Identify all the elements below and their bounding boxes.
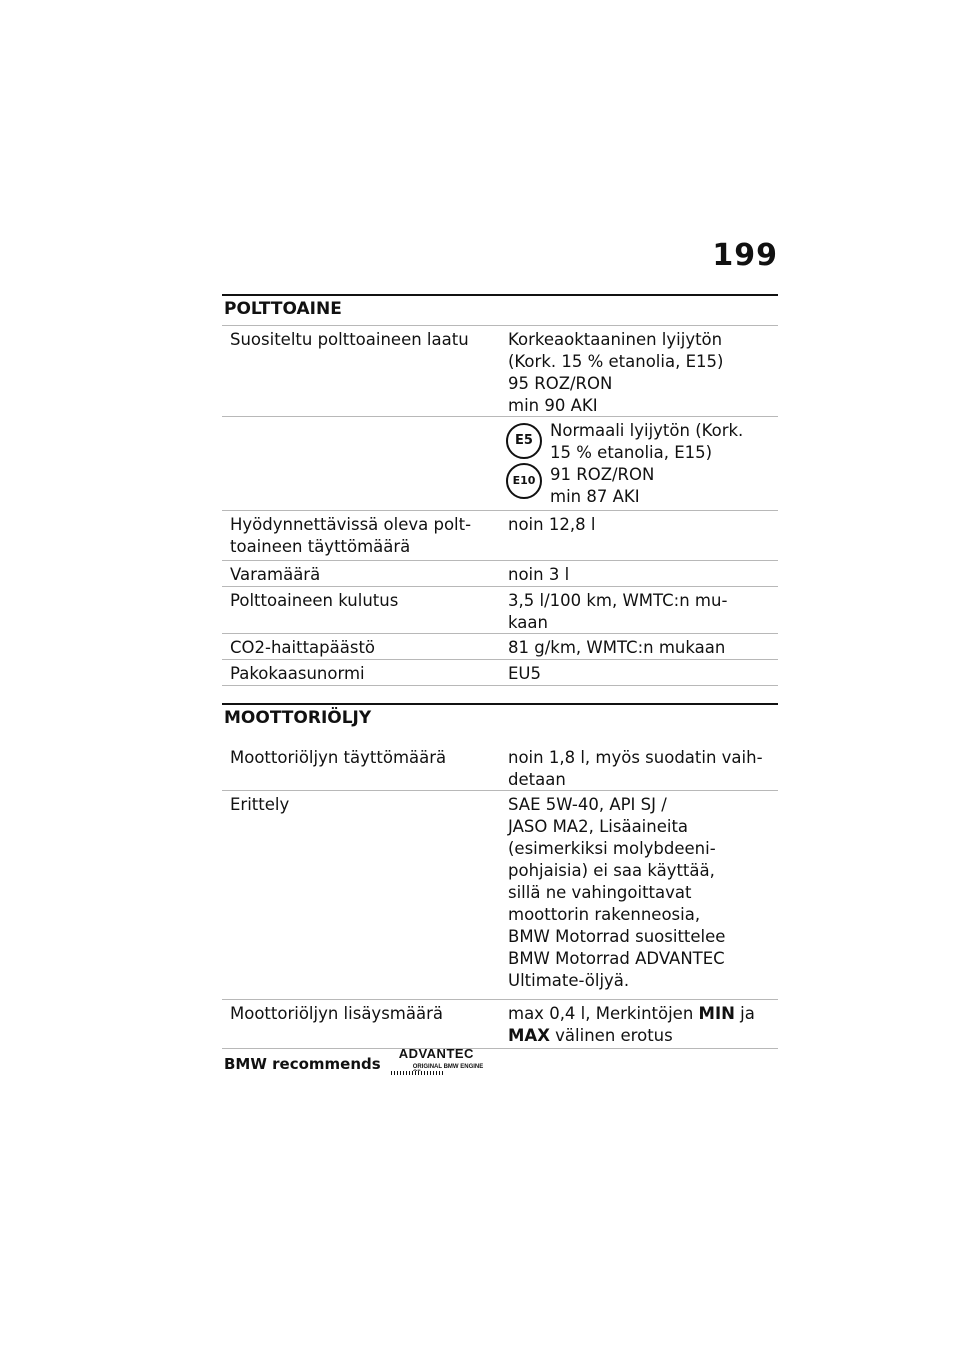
row-key (222, 417, 500, 510)
table-row (222, 739, 778, 791)
value-line: Ultimate-öljyä. (508, 971, 630, 990)
value-line: (esimerkiksi molybdeeni- (508, 839, 716, 858)
value-line: 15 % etanolia, E15) (550, 443, 713, 462)
row-value (500, 660, 778, 685)
row-key: Hyödynnettävissä oleva polt- toaineen täyttömäärä (230, 515, 472, 556)
value-line: (Kork. 15 % etanolia, E15) (508, 352, 724, 371)
table-row (222, 561, 778, 587)
e10-fuel-icon: E10 (506, 463, 542, 499)
table-row (222, 326, 778, 417)
table-row (222, 791, 778, 1000)
row-key: Moottoriöljyn lisäysmäärä (230, 1004, 443, 1023)
section-title-fuel: POLTTOAINE (224, 299, 342, 319)
e5-fuel-icon: E5 (506, 423, 542, 459)
value-line: min 90 AKI (508, 396, 598, 415)
advantec-logo (391, 1046, 491, 1078)
value-line: 95 ROZ/RON (508, 374, 613, 393)
value-line: 3,5 l/100 km, WMTC:n mu- (508, 591, 728, 610)
value-line: moottorin rakenneosia, (508, 905, 701, 924)
value-line: JASO MA2, Lisäaineita (508, 817, 689, 836)
table-row (222, 1000, 778, 1049)
value-line: Normaali lyijytön (Kork. (550, 421, 744, 440)
table-row (222, 587, 778, 634)
row-value (500, 634, 778, 659)
bmw-recommends (224, 1046, 491, 1078)
value-line: noin 12,8 l (508, 515, 596, 534)
value-text: ja (734, 1004, 755, 1023)
row-key: Polttoaineen kulutus (230, 591, 399, 610)
row-value (500, 561, 778, 586)
value-line: pohjaisia) ei saa käyttää, (508, 861, 715, 880)
row-value (500, 326, 778, 416)
row-key: Suositeltu polttoaineen laatu (230, 330, 469, 349)
max-mark: MAX (508, 1026, 550, 1045)
row-value (500, 1000, 778, 1048)
value-line: 91 ROZ/RON (550, 465, 655, 484)
row-key: Erittely (230, 795, 290, 814)
advantec-sub: ORIGINAL BMW ENGINE (412, 1064, 484, 1070)
value-line: sillä ne vahingoittavat (508, 883, 692, 902)
oil-section (222, 703, 778, 1049)
row-value (500, 587, 778, 633)
value-line: Korkeaoktaaninen lyijytön (508, 330, 723, 349)
row-key: Varamäärä (230, 565, 321, 584)
value-line: EU5 (508, 664, 541, 683)
value-line: noin 3 l (508, 565, 570, 584)
page-number: 199 (712, 238, 778, 273)
row-value (500, 417, 778, 510)
table-row (222, 417, 778, 511)
row-key: CO2-haittapäästö (230, 638, 376, 657)
advantec-bar-icon (391, 1071, 443, 1075)
fuel-section (222, 294, 778, 686)
row-key: Moottoriöljyn täyttömäärä (230, 748, 447, 767)
value-line: noin 1,8 l, myös suodatin vaih- (508, 748, 763, 767)
table-row (222, 511, 778, 561)
value-line: 81 g/km, WMTC:n mukaan (508, 638, 726, 657)
advantec-brand: ADVANTEC (398, 1046, 474, 1061)
value-line: detaan (508, 770, 566, 789)
row-key: Pakokaasunormi (230, 664, 365, 683)
table-row (222, 660, 778, 686)
section-title-oil: MOOTTORIÖLJY (224, 708, 372, 728)
value-line: kaan (508, 613, 548, 632)
row-value (500, 511, 778, 560)
row-value (500, 791, 778, 999)
value-text: max 0,4 l, Merkintöjen (508, 1004, 699, 1023)
value-line: BMW Motorrad suosittelee (508, 927, 726, 946)
recommends-label: BMW recommends (224, 1055, 381, 1073)
min-mark: MIN (698, 1004, 735, 1023)
value-line: BMW Motorrad ADVANTEC (508, 949, 725, 968)
row-value (500, 744, 778, 790)
value-text: välinen erotus (549, 1026, 673, 1045)
value-line: SAE 5W-40, API SJ / (508, 795, 667, 814)
table-row (222, 634, 778, 660)
value-line: min 87 AKI (550, 487, 640, 506)
